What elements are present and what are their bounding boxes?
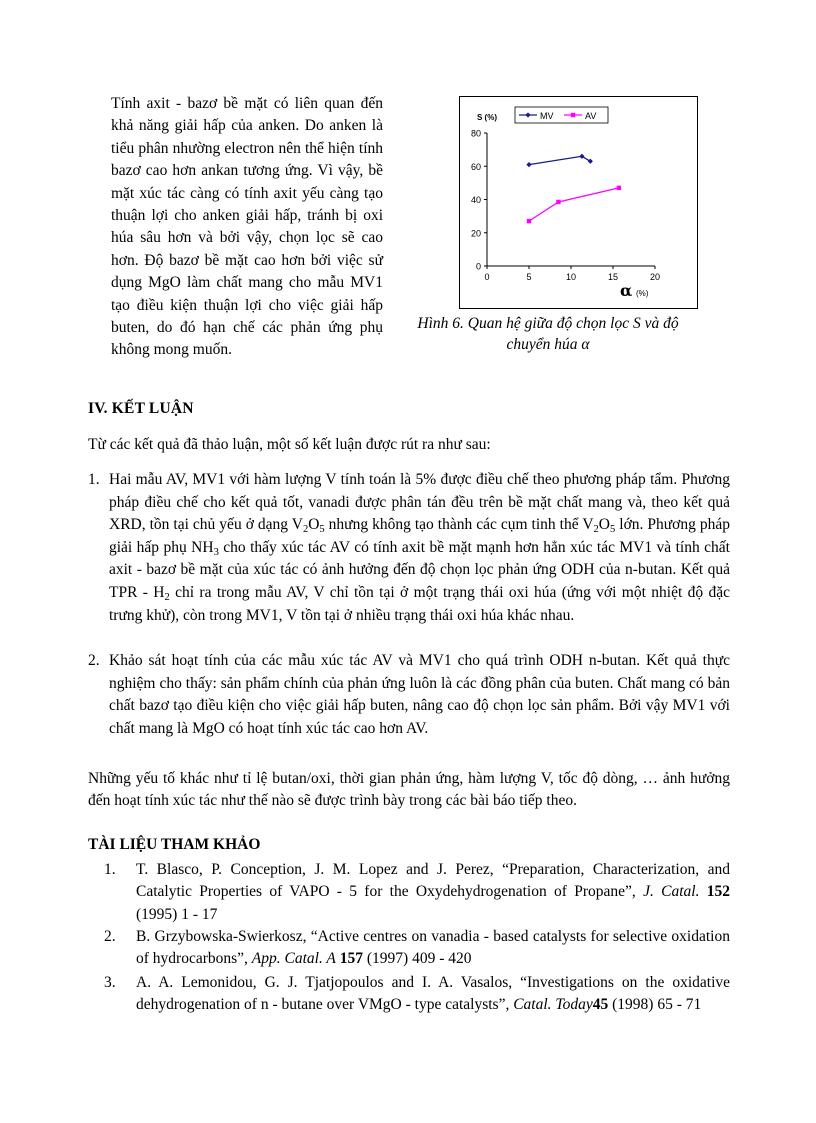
chart-marks [526,154,621,224]
reference-item [104,859,730,926]
y-axis-label: S (%) [477,113,497,122]
reference-text: T. Blasco, P. Conception, J. M. Lopez and J. Perez, “Preparation, Characterization, and Catalytic Properties of VAPO - 5 for the Oxydehydrogenation of Propane”, J. Catal. 152 (1995) 1 - 17 [136,861,730,923]
x-tick-label: 20 [649,272,661,282]
x-axis-symbol: α [620,281,633,300]
legend-label: MV [540,111,554,121]
closing-paragraph: Những yếu tố khác như tỉ lệ butan/oxi, thời gian phản ứng, hàm lượng V, tốc độ dòng, … ảnh hưởng đến hoạt tính xúc tác như thế nào sẽ được trình bày trong các bài báo tiếp theo. [88,770,730,810]
figure-chart [459,96,698,309]
data-point [556,200,560,204]
conclusion-item [88,469,730,627]
section-title: IV. KẾT LUẬN [88,400,194,417]
reference-text: B. Grzybowska-Swierkosz, “Active centres on vanadia - based catalysts for selective oxidation of hydrocarbons”, App. Catal. A 157 (1997) 409 - 420 [136,928,730,968]
reference-item [104,972,730,1017]
x-axis-unit: (%) [636,289,649,298]
reference-number: 3. [104,974,116,991]
x-tick-label: 10 [565,272,577,282]
reference-number: 1. [104,861,116,878]
legend-marker [571,113,575,117]
x-tick-label: 0 [484,272,490,282]
y-tick-label: 0 [475,261,481,272]
series-line [529,188,619,221]
conclusion-number: 2. [88,652,100,669]
legend-label: AV [585,111,597,121]
data-point [617,186,621,190]
data-point [527,219,531,223]
body-paragraph-selectivity: Tính axit - bazơ bề mặt có liên quan đến khả năng giải hấp của anken. Do anken là tiểu phân nhường electron nên thể hiện tính bazơ cao hơn ankan tương ứng. Vì vậy, bề mặt xúc tác càng có tính axit yếu càng tạo thuận lợi cho anken giải hấp, tránh bị oxi húa sâu hơn và bởi vậy, chọn lọc sẽ cao hơn. Độ bazơ bề mặt cao hơn bởi việc sử dụng MgO làm chất mang cho mẫu MV1 tạo điều kiện thuận lợi cho việc giải hấp buten, do đó hạn chế các phản ứng phụ không mong muốn. [111,95,383,359]
conclusion-text: Khảo sát hoạt tính của các mẫu xúc tác AV và MV1 cho quá trình ODH n-butan. Kết quả thực nghiệm cho thấy: sản phẩm chính của phản ứng luôn là các đồng phân của buten. Chất mang có bản chất bazơ tạo điều kiện cho việc giải hấp buten, nâng cao độ chọn lọc sản phẩm. Bởi vậy MV1 với chất mang là MgO có hoạt tính xúc tác cao hơn AV. [109,652,730,737]
y-tick-label: 60 [470,161,481,172]
reference-item [104,926,730,971]
references-title: TÀI LIỆU THAM KHẢO [88,836,261,853]
y-tick-label: 20 [470,228,481,239]
y-tick-label: 80 [470,128,481,139]
figure-caption: Hình 6. Quan hệ giữa độ chọn lọc S và độ chuyển húa α [417,315,679,353]
chart-axes [471,113,660,300]
x-tick-label: 5 [526,272,532,282]
y-tick-label: 40 [470,195,481,205]
conclusion-number: 1. [88,471,100,488]
selectivity-chart [460,97,697,308]
conclusion-text: Hai mẫu AV, MV1 với hàm lượng V tính toán là 5% được điều chế theo phương pháp tẩm. Phương pháp điều chế cho kết quả tốt, vanadi được phân tán đều trên bề mặt chất mang và, theo kết quả XRD, tồn tại chủ yếu ở dạng $V_2O_5$ nhưng không tạo thành các cụm tinh thể $V_2O_5$ lớn. Phương pháp giải hấp phụ $NH_3$ cho thấy xúc tác AV có tính axit bề mặt mạnh hơn hẳn xúc tác MV1 và tính chất axit - bazơ bề mặt của xúc tác có ảnh hưởng đến độ chọn lọc phản ứng ODH của n-butan. Kết quả TPR - $H_2$ chỉ ra trong mẫu AV, V chỉ tồn tại ở một trạng thái oxi húa (ứng với một nhiệt độ đặc trưng khử), còn trong MV1, V tồn tại ở nhiều trạng thái oxi húa khác nhau. [109,471,730,624]
reference-text: A. A. Lemonidou, G. J. Tjatjopoulos and I. A. Vasalos, “Investigations on the oxidative dehydrogenation of n - butane over VMgO - type catalysts”, Catal. Today45 (1998) 65 - 71 [136,974,730,1014]
chart-legend [515,107,608,123]
conclusions-intro: Từ các kết quả đã thảo luận, một số kết luận được rút ra như sau: [88,436,491,453]
x-tick-label: 15 [607,272,619,282]
reference-number: 2. [104,928,116,945]
conclusion-item [88,650,730,740]
data-point [526,162,531,167]
